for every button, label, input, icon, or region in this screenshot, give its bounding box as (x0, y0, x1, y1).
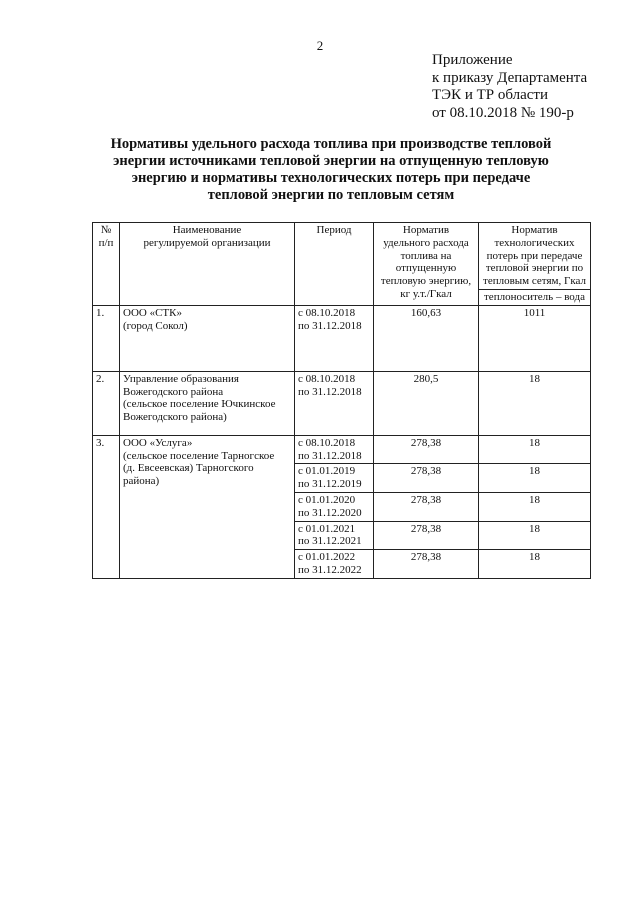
norms-table (92, 222, 591, 579)
row-fuel: 278,38 (374, 492, 479, 521)
row-org: Управление образования Вожегодского района (сельское поселение Ючкинское Вожегодского района) (120, 371, 295, 435)
appendix-line: к приказу Департамента (432, 69, 588, 86)
row-org: ООО «СТК» (город Сокол) (120, 305, 295, 371)
header-org: Наименование регулируемой организации (120, 223, 295, 306)
appendix-block (432, 52, 587, 122)
header-loss-sub: теплоноситель – вода (479, 289, 591, 305)
row-period: с 08.10.2018 по 31.12.2018 (295, 371, 374, 435)
appendix-line: Приложение (432, 52, 513, 68)
title-line: Нормативы удельного расхода топлива при производстве тепловой (110, 136, 552, 152)
page-number: 2 (316, 38, 324, 53)
row-fuel: 278,38 (374, 435, 479, 464)
row-loss: 18 (479, 521, 591, 550)
header-loss: Норматив технологических потерь при передаче тепловой энергии по тепловым сетям, Гкал (479, 223, 591, 290)
table-row (93, 371, 591, 435)
row-fuel: 278,38 (374, 521, 479, 550)
header-num: № п/п (93, 223, 120, 306)
row-loss: 18 (479, 492, 591, 521)
appendix-line: от 08.10.2018 № 190-р (432, 104, 574, 121)
row-loss: 18 (479, 550, 591, 579)
table-row (93, 435, 591, 464)
row-num: 1. (93, 305, 120, 371)
row-fuel: 280,5 (374, 371, 479, 435)
row-loss: 1011 (479, 305, 591, 371)
row-period: с 01.01.2019 по 31.12.2019 (295, 464, 374, 493)
table-header-row (93, 223, 591, 290)
row-org: ООО «Услуга» (сельское поселение Тарногское (д. Евсеевская) Тарногского района) (120, 435, 295, 578)
row-fuel: 160,63 (374, 305, 479, 371)
row-loss: 18 (479, 435, 591, 464)
row-fuel: 278,38 (374, 550, 479, 579)
row-fuel: 278,38 (374, 464, 479, 493)
title-line: энергии источниками тепловой энергии на отпущенную тепловую (113, 153, 549, 169)
table-row (93, 305, 591, 371)
row-period: с 01.01.2020 по 31.12.2020 (295, 492, 374, 521)
row-num: 3. (93, 435, 120, 578)
row-loss: 18 (479, 371, 591, 435)
document-title (96, 136, 566, 204)
row-loss: 18 (479, 464, 591, 493)
header-fuel: Норматив удельного расхода топлива на отпущенную тепловую энергию, кг у.т./Гкал (374, 223, 479, 306)
title-line: энергию и нормативы технологических потерь при передаче (131, 170, 531, 186)
row-period: с 01.01.2022 по 31.12.2022 (295, 550, 374, 579)
title-line: тепловой энергии по тепловым сетям (207, 187, 455, 203)
header-period: Период (295, 223, 374, 306)
row-period: с 08.10.2018 по 31.12.2018 (295, 435, 374, 464)
row-period: с 01.01.2021 по 31.12.2021 (295, 521, 374, 550)
row-num: 2. (93, 371, 120, 435)
row-period: с 08.10.2018 по 31.12.2018 (295, 305, 374, 371)
appendix-line: ТЭК и ТР области (432, 87, 548, 103)
